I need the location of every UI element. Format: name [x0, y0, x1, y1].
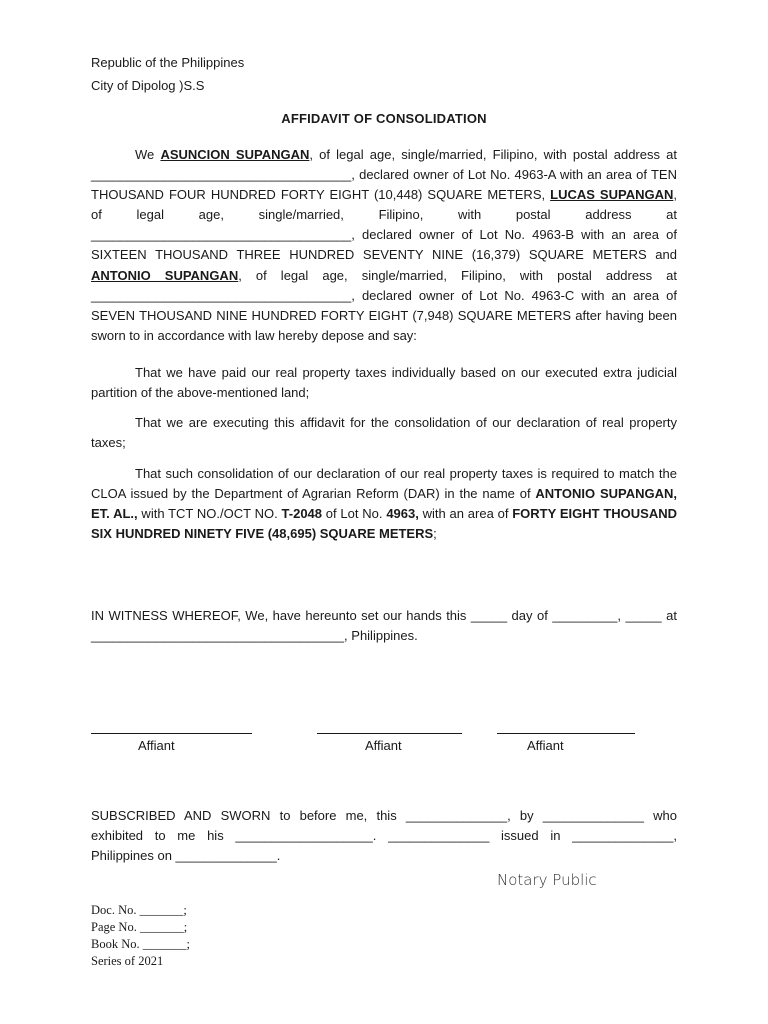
cloa-holder-name: ANTONIO SUPANGAN, ET. AL.,	[91, 486, 677, 522]
affiant1-name: ASUNCION SUPANGAN	[160, 147, 310, 162]
clause-3-text-4: with an area of	[418, 506, 513, 522]
total-area: FORTY EIGHT THOUSAND SIX HUNDRED NINETY FIVE (48,695) SQUARE METERS	[91, 506, 678, 542]
clause-3-text-3: of Lot No.	[322, 506, 387, 522]
intro-we: We	[135, 147, 155, 162]
notary-public-label: Notary Public	[497, 871, 597, 889]
header-city: City of Dipolog )S.S	[91, 78, 205, 93]
clause-1	[91, 363, 677, 403]
affiant-label-1: Affiant	[138, 738, 175, 753]
intro-text-3: , of legal age, single/married, Filipino, with postal address at ____________________________________, declared owner of Lot No. 4963-C with an area of SEVEN THOUSAND NINE HUNDRED FORTY EIGHT (7,948) SQUARE METERS after having been sworn to in accordance with law hereby depose and say:	[91, 267, 678, 343]
intro-paragraph	[91, 145, 677, 346]
header-republic: Republic of the Philippines	[91, 55, 245, 70]
affiant-label-3: Affiant	[527, 738, 564, 753]
clause-1-text: That we have paid our real property taxes individually based on our executed extra judicial partition of the above-mentioned land;	[91, 365, 677, 401]
affiant3-name: ANTONIO SUPANGAN	[91, 267, 239, 283]
clause-3-text-2: with TCT NO./OCT NO.	[137, 506, 282, 522]
series-year: Series of 2021	[91, 954, 164, 968]
clause-3	[91, 464, 677, 544]
signature-line-3	[497, 733, 635, 734]
intro-text-1: , of legal age, single/married, Filipino, with postal address at ____________________________________, declared owner of Lot No. 4963-A with an area of TEN THOUSAND FOUR HUNDRED FORTY EIGHT (10,448) SQUARE METERS,	[91, 147, 677, 203]
tct-number: T-2048	[281, 506, 323, 522]
jurat-paragraph: SUBSCRIBED AND SWORN to before me, this ______________, by ______________ who exhibited to me his ___________________. ______________ issued in ______________, Philippines on ______________.	[91, 808, 677, 864]
clause-2	[91, 413, 677, 453]
doc-number: Doc. No. _______;	[91, 903, 187, 917]
book-number: Book No. _______;	[91, 937, 190, 951]
intro-text-2: , of legal age, single/married, Filipino, with postal address at ____________________________________, declared owner of Lot No. 4963-B with an area of SIXTEEN THOUSAND THREE HUNDRED SEVENTY NINE (16,379) SQUARE METERS and	[91, 187, 677, 263]
clause-2-text: That we are executing this affidavit for the consolidation of our declaration of real property taxes;	[91, 415, 677, 451]
witness-paragraph: IN WITNESS WHEREOF, We, have hereunto set our hands this _____ day of _________, _____ at ___________________________________, Philippines.	[91, 608, 677, 644]
lot-number: 4963,	[386, 506, 419, 522]
page-number: Page No. _______;	[91, 920, 188, 934]
clause-3-text-5: ;	[433, 526, 437, 542]
clause-3-text-1: That such consolidation of our declaration of our real property taxes is required to match the CLOA issued by the Department of Agrarian Reform (DAR) in the name of	[91, 466, 677, 502]
affiant2-name: LUCAS SUPANGAN	[550, 187, 674, 203]
affiant-label-2: Affiant	[365, 738, 402, 753]
signature-line-1	[91, 733, 252, 734]
signature-line-2	[317, 733, 462, 734]
document-title: AFFIDAVIT OF CONSOLIDATION	[281, 111, 487, 126]
